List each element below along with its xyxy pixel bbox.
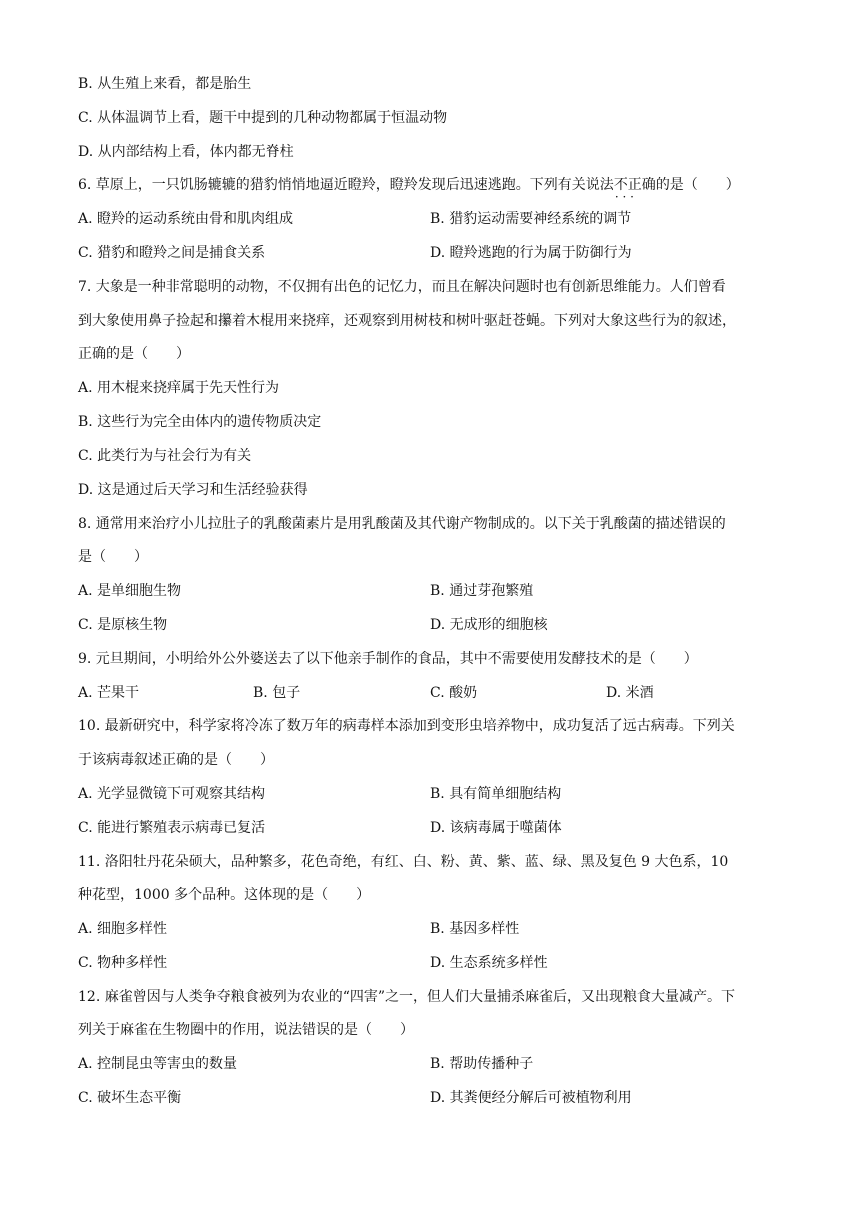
q11-stem-line1: 11. 洛阳牡丹花朵硕大，品种繁多，花色奇绝，有红、白、粉、黄、紫、蓝、绿、黑及复色 9 大色系，10 bbox=[78, 854, 729, 870]
q10-option-b: B. 具有简单细胞结构 bbox=[430, 786, 562, 802]
q9-option-b: B. 包子 bbox=[253, 685, 301, 701]
q8-stem-line2: 是（ ） bbox=[78, 549, 148, 565]
q8-option-c: C. 是原核生物 bbox=[78, 617, 168, 633]
q6-option-c: C. 猎豹和瞪羚之间是捕食关系 bbox=[78, 245, 266, 261]
q5-option-b: B. 从生殖上来看，都是胎生 bbox=[78, 76, 252, 92]
q6-option-b: B. 猎豹运动需要神经系统的调节 bbox=[430, 211, 632, 227]
q10-option-a: A. 光学显微镜下可观察其结构 bbox=[78, 786, 266, 802]
q8-option-d: D. 无成形的细胞核 bbox=[430, 617, 548, 633]
q11-option-c: C. 物种多样性 bbox=[78, 955, 168, 971]
q6-emphasis: 不正确 · · · bbox=[614, 176, 656, 194]
q7-stem-line3: 正确的是（ ） bbox=[78, 346, 190, 362]
q8-option-a: A. 是单细胞生物 bbox=[78, 583, 182, 599]
q6-stem bbox=[78, 176, 740, 194]
q6-option-a: A. 瞪羚的运动系统由骨和肌肉组成 bbox=[78, 211, 294, 227]
q11-option-a: A. 细胞多样性 bbox=[78, 921, 168, 937]
q12-option-c: C. 破坏生态平衡 bbox=[78, 1090, 182, 1106]
q8-stem-line1: 8. 通常用来治疗小儿拉肚子的乳酸菌素片是用乳酸菌及其代谢产物制成的。以下关于乳酸菌的描述错误的 bbox=[78, 516, 726, 532]
q6-option-d: D. 瞪羚逃跑的行为属于防御行为 bbox=[430, 245, 632, 261]
q7-option-a: A. 用木棍来挠痒属于先天性行为 bbox=[78, 380, 280, 396]
q5-option-d: D. 从内部结构上看，体内都无脊柱 bbox=[78, 144, 294, 160]
q6-stem-b: 的是（ ） bbox=[655, 177, 740, 193]
q11-stem-line2: 种花型，1000 多个品种。这体现的是（ ） bbox=[78, 887, 371, 903]
q7-option-c: C. 此类行为与社会行为有关 bbox=[78, 448, 252, 464]
q12-option-a: A. 控制昆虫等害虫的数量 bbox=[78, 1056, 238, 1072]
q9-option-a: A. 芒果干 bbox=[78, 685, 140, 701]
q12-stem-line2: 列关于麻雀在生物圈中的作用，说法错误的是（ ） bbox=[78, 1022, 414, 1038]
q6-stem-a: 6. 草原上，一只饥肠辘辘的猎豹悄悄地逼近瞪羚，瞪羚发现后迅速逃跑。下列有关说法 bbox=[78, 177, 614, 193]
q9-option-c: C. 酸奶 bbox=[430, 685, 478, 701]
q12-option-d: D. 其粪便经分解后可被植物利用 bbox=[430, 1090, 632, 1106]
q10-option-c: C. 能进行繁殖表示病毒已复活 bbox=[78, 820, 266, 836]
q7-option-b: B. 这些行为完全由体内的遗传物质决定 bbox=[78, 414, 322, 430]
q9-stem: 9. 元旦期间，小明给外公外婆送去了以下他亲手制作的食品，其中不需要使用发酵技术的是（ ） bbox=[78, 651, 698, 667]
q10-stem-line2: 于该病毒叙述正确的是（ ） bbox=[78, 752, 274, 768]
q12-option-b: B. 帮助传播种子 bbox=[430, 1056, 534, 1072]
q5-option-c: C. 从体温调节上看，题干中提到的几种动物都属于恒温动物 bbox=[78, 110, 448, 126]
q11-option-d: D. 生态系统多样性 bbox=[430, 955, 548, 971]
q8-option-b: B. 通过芽孢繁殖 bbox=[430, 583, 534, 599]
q10-option-d: D. 该病毒属于噬菌体 bbox=[430, 820, 562, 836]
q7-stem-line1: 7. 大象是一种非常聪明的动物，不仅拥有出色的记忆力，而且在解决问题时也有创新思维能力。人们曾看 bbox=[78, 279, 726, 295]
q7-option-d: D. 这是通过后天学习和生活经验获得 bbox=[78, 482, 308, 498]
q7-stem-line2: 到大象使用鼻子捡起和攥着木棍用来挠痒，还观察到用树枝和树叶驱赶苍蝇。下列对大象这些行为的叙述， bbox=[78, 313, 736, 329]
q12-stem-line1: 12. 麻雀曾因与人类争夺粮食被列为农业的“四害”之一，但人们大量捕杀麻雀后，又出现粮食大量减产。下 bbox=[78, 989, 736, 1005]
q9-option-d: D. 米酒 bbox=[606, 685, 654, 701]
q11-option-b: B. 基因多样性 bbox=[430, 921, 520, 937]
q10-stem-line1: 10. 最新研究中，科学家将冷冻了数万年的病毒样本添加到变形虫培养物中，成功复活了远古病毒。下列关 bbox=[78, 718, 735, 734]
